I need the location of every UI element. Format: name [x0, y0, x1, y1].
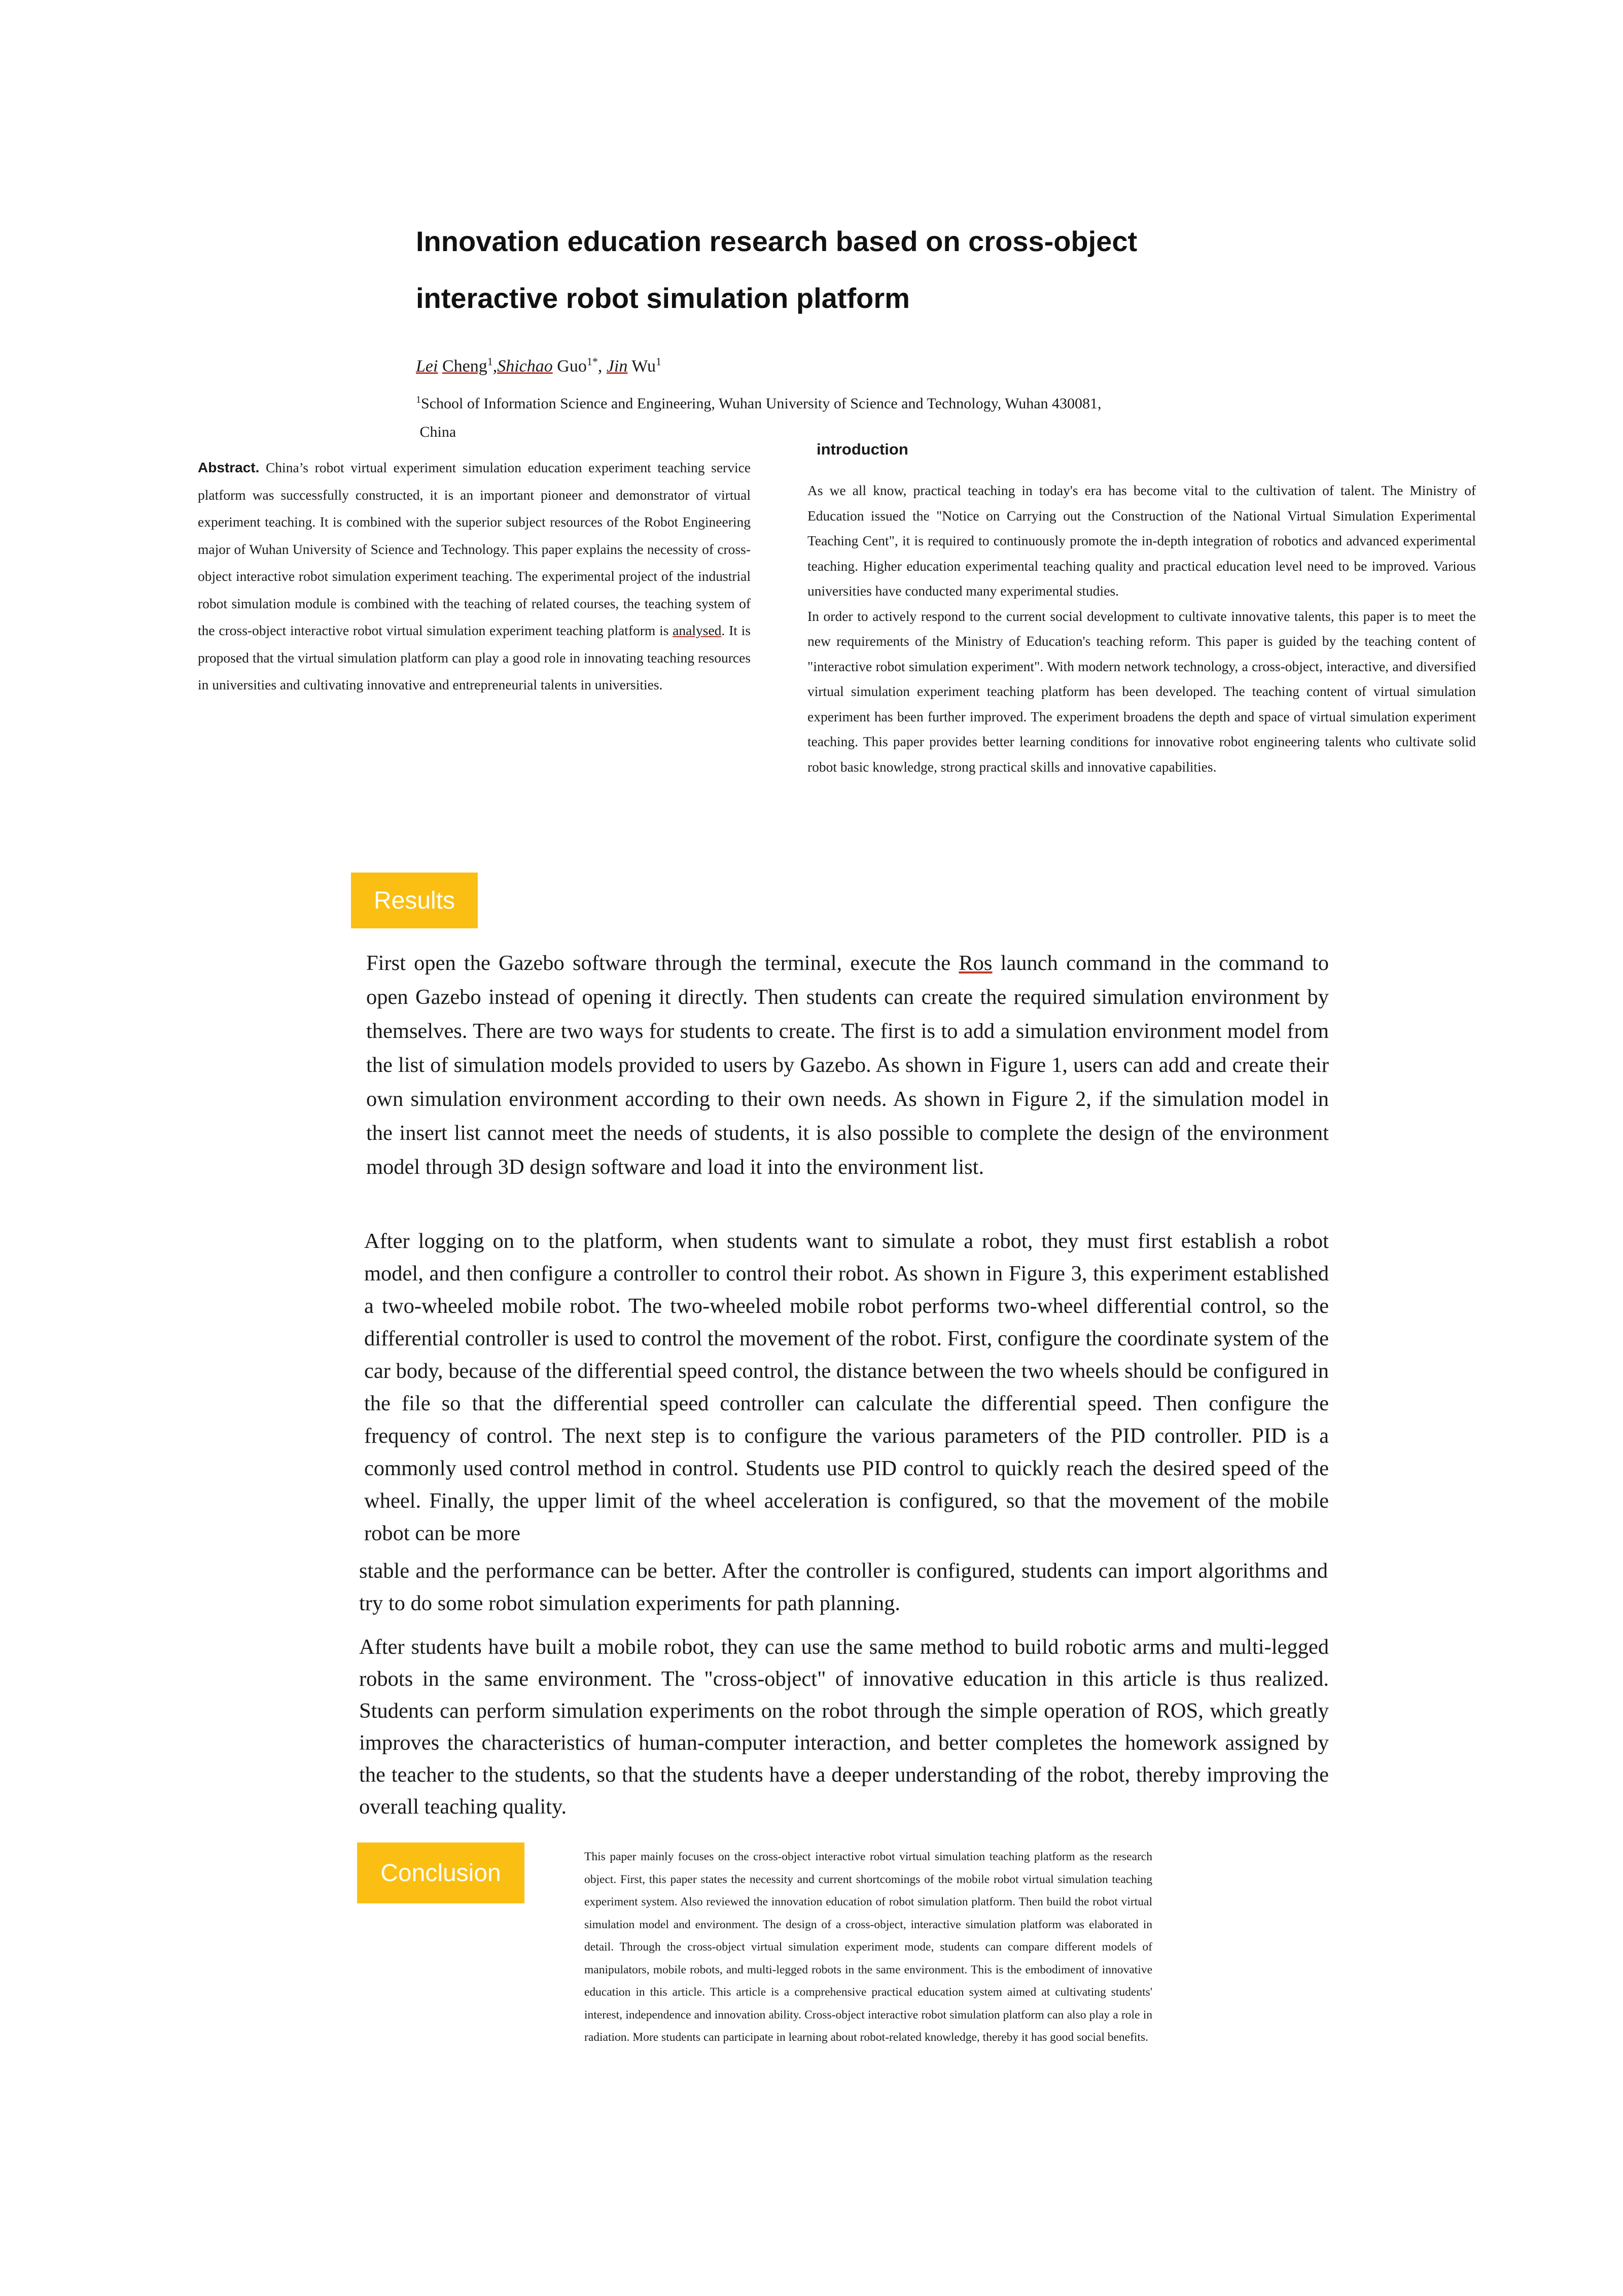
paper-title [416, 213, 1227, 327]
introduction-paragraph-1: As we all know, practical teaching in today's era has become vital to the cultivation of talent. The Ministry of Education issued the "Notice on Carrying out the Construction of the National Virtual Simulation Experimental Teaching Cent", it is required to continuously promote the in-depth integration of robotics and advanced experimental teaching. Higher education experimental teaching quality and practical education level need to be improved. Various universities have conducted many experimental studies. [807, 482, 1476, 599]
author-3-affil-mark: 1 [656, 355, 662, 368]
introduction-paragraph-2: In order to actively respond to the current social development to cultivate innovative talents, this paper is to meet the new requirements of the Ministry of Education's teaching reform. This paper is guided by the teaching content of "interactive robot simulation experiment". With modern network technology, a cross-object, interactive, and diversified virtual simulation experiment teaching platform has been developed. The teaching content of virtual simulation experiment has been further improved. The experiment broadens the depth and space of virtual simulation experiment teaching. This paper provides better learning conditions for innovative robot engineering talents who cultivate solid robot basic knowledge, strong practical skills and innovative capabilities. [807, 608, 1476, 775]
abstract-text-b: . It is proposed that the virtual simulation platform can play a good role in innovating teaching resources in universities and cultivating innovative and entrepreneurial talents in universities. [198, 622, 751, 692]
results-badge: Results [351, 873, 478, 928]
introduction-heading: introduction [817, 440, 908, 458]
author-2-affil-mark: 1* [586, 355, 598, 368]
author-3-given-name: Jin [606, 357, 628, 376]
affiliation-country: China [419, 424, 456, 440]
results-paragraph-1 [366, 946, 1329, 1184]
paper-title-line-2: interactive robot simulation platform [416, 282, 910, 314]
abstract-underlined-word: analysed [673, 622, 722, 638]
results-p1-start: First open the Gazebo software through the terminal, execute the [366, 951, 951, 975]
conclusion-text: This paper mainly focuses on the cross-object interactive robot virtual simulation teaching platform as the research object. First, this paper states the necessity and current shortcomings of the mobile robot virtual simulation teaching experiment system. Also reviewed the innovation education of robot simulation platform. Then build the robot virtual simulation model and environment. The design of a cross-object, interactive simulation platform was elaborated in detail. Through the cross-object virtual simulation experiment mode, students can compare different models of manipulators, mobile robots, and multi-legged robots in the same environment. This is the embodiment of innovative education in this article. This article is a comprehensive practical education system aimed at cultivating students' interest, independence and innovation ability. Cross-object interactive robot simulation platform can also play a role in radiation. More students can participate in learning about robot-related knowledge, thereby it has good social benefits. [584, 1850, 1152, 2044]
abstract-text-a: China’s robot virtual experiment simulation education experiment teaching service platform was successfully constructed, it is an important pioneer and demonstrator of virtual experiment teaching. It is combined with the superior subject resources of the Robot Engineering major of Wuhan University of Science and Technology. This paper explains the necessity of cross-object interactive robot simulation experiment teaching. The experimental project of the industrial robot simulation module is combined with the teaching of related courses, the teaching system of the cross-object interactive robot virtual simulation experiment teaching platform is [198, 460, 751, 638]
abstract-label: Abstract. [198, 460, 260, 475]
affiliation-text: School of Information Science and Engineering, Wuhan University of Science and Technology, Wuhan 430081, [421, 395, 1102, 412]
author-1-given-name: Lei [416, 357, 438, 376]
results-paragraph-2: After logging on to the platform, when students want to simulate a robot, they must first establish a robot model, and then configure a controller to control their robot. As shown in Figure 3, this experiment established a two-wheeled mobile robot. The two-wheeled mobile robot performs two-wheel differential control, so the differential controller is used to control the movement of the robot. First, configure the coordinate system of the car body, because of the differential speed control, the distance between the two wheels should be configured in the file so that the differential speed controller can calculate the differential speed. Then configure the frequency of control. The next step is to configure the various parameters of the PID controller. PID is a commonly used control method in control. Students use PID control to quickly reach the desired speed of the wheel. Finally, the upper limit of the wheel acceleration is configured, so that the movement of the mobile robot can be more [364, 1229, 1329, 1545]
author-list: Lei Cheng$^1$,Shichao Guo$^{1*}$, Jin Wu$^1$ [416, 355, 662, 376]
author-3-surname: Wu [631, 357, 656, 376]
affiliation-mark: 1 [416, 394, 421, 405]
author-2-given-name: Shichao [497, 357, 553, 376]
author-2-surname: Guo [557, 357, 587, 376]
abstract-block [198, 454, 751, 699]
introduction-body [807, 478, 1476, 779]
paper-title-line-1: Innovation education research based on cross-object [416, 225, 1138, 257]
results-paragraph-4: After students have built a mobile robot, they can use the same method to build robotic arms and multi-legged robots in the same environment. The "cross-object" of innovative education in this article is thus realized. Students can perform simulation experiments on the robot through the simple operation of ROS, which greatly improves the characteristics of human-computer interaction, and better completes the homework assigned by the teacher to the students, so that the students have a deeper understanding of the robot, thereby improving the overall teaching quality. [359, 1635, 1329, 1819]
author-1-affil-mark: 1 [487, 355, 493, 368]
affiliation [416, 386, 1177, 446]
conclusion-badge: Conclusion [357, 1842, 524, 1903]
results-p1-rest: launch command in the command to open Gazebo instead of opening it directly. Then students can create the required simulation environment by themselves. There are two ways for students to create. The first is to add a simulation environment model from the list of simulation models provided to users by Gazebo. As shown in Figure 1, users can add and create their own simulation environment according to their own needs. As shown in Figure 2, if the simulation model in the insert list cannot meet the needs of students, it is also possible to complete the design of the environment model through 3D design software and load it into the environment list. [366, 951, 1329, 1179]
results-paragraph-3: stable and the performance can be better. After the controller is configured, students can import algorithms and try to do some robot simulation experiments for path planning. [359, 1559, 1328, 1615]
results-p1-underlined-word: Ros [959, 951, 993, 975]
author-1-surname: Cheng [442, 357, 487, 376]
